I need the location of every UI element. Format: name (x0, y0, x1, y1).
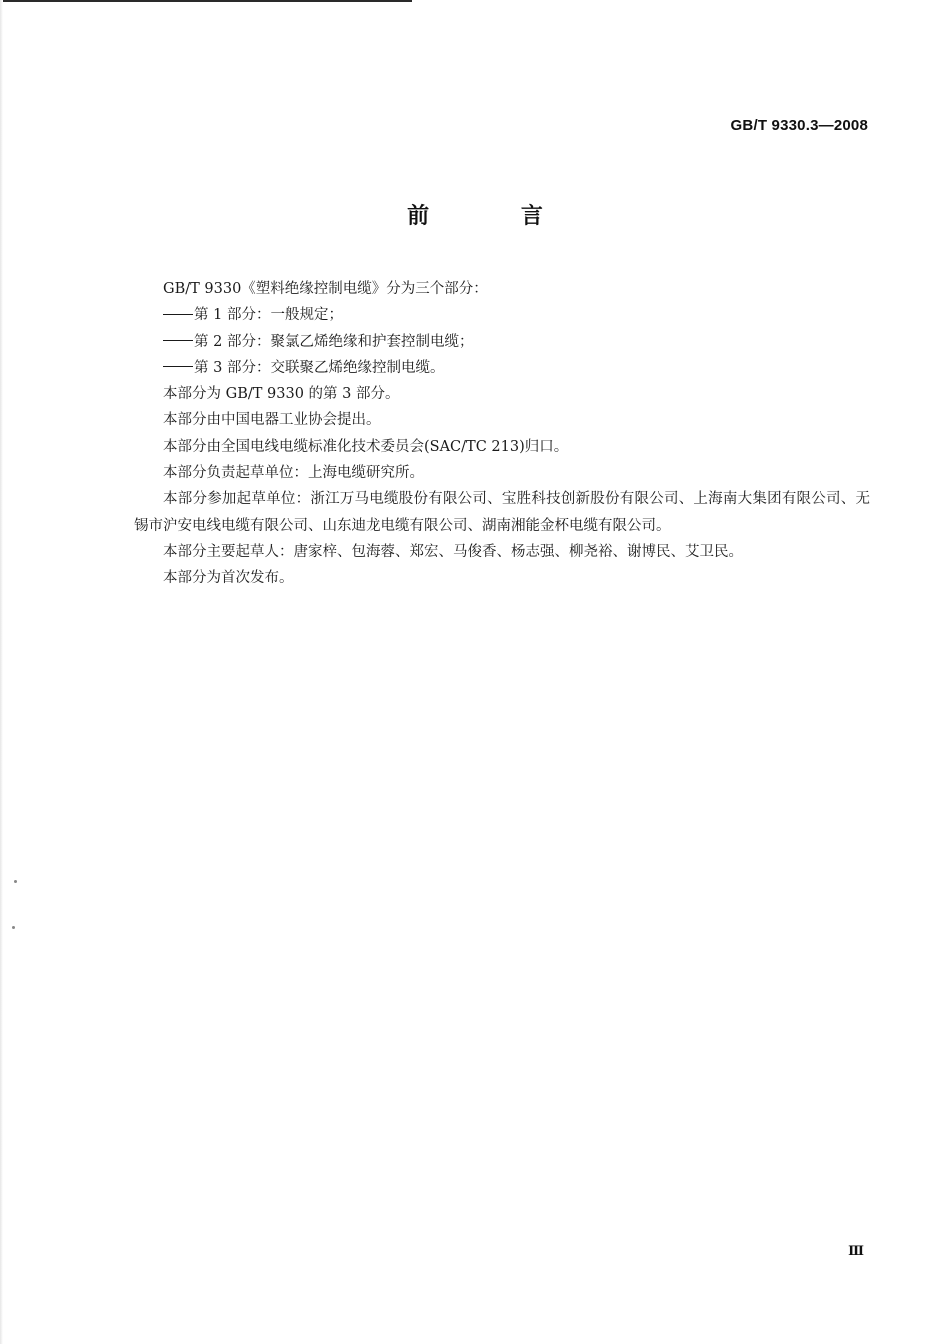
scan-speck (12, 926, 15, 929)
paragraph-proposer: 本部分由中国电器工业协会提出。 (163, 412, 381, 429)
paragraph-committee: 本部分由全国电线电缆标准化技术委员会(SAC/TC 213)归口。 (163, 438, 569, 455)
paragraph-first-release: 本部分为首次发布。 (163, 570, 294, 587)
paragraph-part-statement: 本部分为 GB/T 9330 的第 3 部分。 (163, 386, 400, 403)
scan-speck (14, 880, 17, 883)
page-number: Ⅲ (848, 1244, 864, 1259)
em-dash (163, 314, 193, 315)
paragraph-drafters: 本部分主要起草人：唐家梓、包海蓉、郑宏、马俊香、杨志强、柳尧裕、谢博民、艾卫民。 (163, 543, 743, 560)
paragraph-drafting-unit: 本部分负责起草单位：上海电缆研究所。 (163, 465, 424, 482)
page-title: 前 言 (407, 204, 585, 229)
list-item-part-1: 第 1 部分：一般规定； (134, 302, 870, 328)
paragraph-intro: GB/T 9330《塑料绝缘控制电缆》分为三个部分： (163, 281, 488, 297)
em-dash (163, 340, 193, 341)
em-dash (163, 366, 193, 367)
paragraph-participating-units: 本部分参加起草单位：浙江万马电缆股份有限公司、宝胜科技创新股份有限公司、上海南大集团有限公司、无锡市沪安电线电缆有限公司、山东迪龙电缆有限公司、湖南湘能金杯电缆有限公司。 (134, 491, 870, 534)
list-item-part-3: 第 3 部分：交联聚乙烯绝缘控制电缆。 (134, 355, 870, 381)
standard-code: GB/T 9330.3—2008 (730, 117, 868, 134)
scan-top-edge-line (0, 0, 412, 2)
foreword-body (134, 276, 870, 592)
list-item-part-2: 第 2 部分：聚氯乙烯绝缘和护套控制电缆； (134, 329, 870, 355)
